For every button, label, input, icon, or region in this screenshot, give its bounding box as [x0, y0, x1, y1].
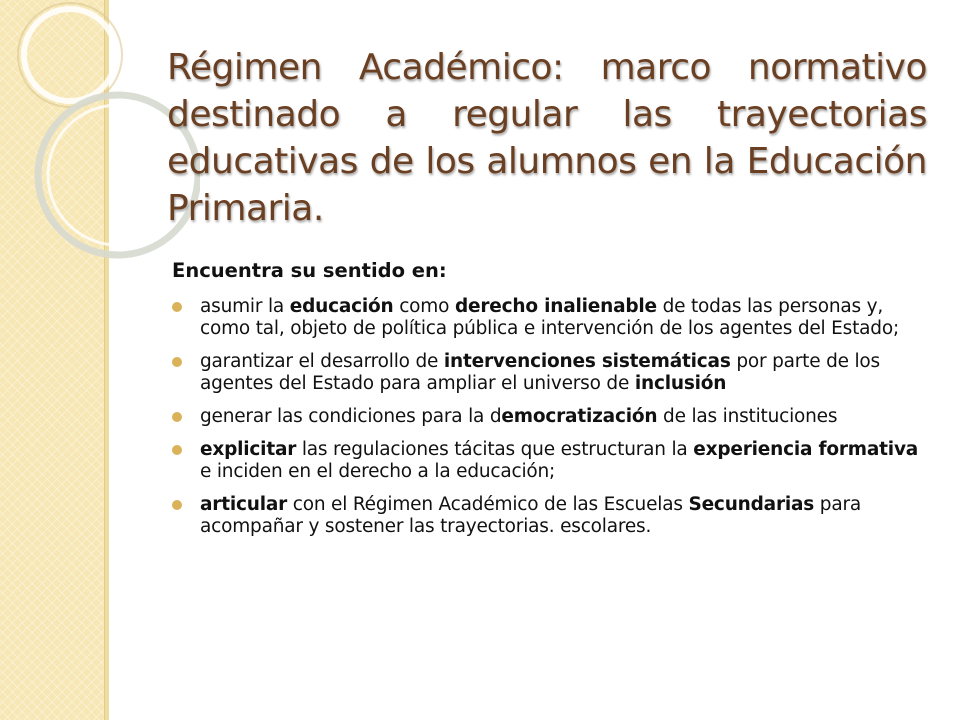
bullet-emphasis: intervenciones sistemáticas [443, 351, 731, 372]
bullet-text: asumir la [200, 296, 290, 317]
bullet-text: con el Régimen Académico de las Escuelas [287, 494, 689, 515]
bullet-emphasis: articular [200, 494, 288, 515]
bullet-emphasis: Secundarias [688, 494, 815, 515]
slide-subtitle: Encuentra su sentido en: [172, 259, 447, 282]
bullet-text: para acompañar y sostener las trayectorias. escolares. [200, 494, 862, 537]
bullet-dot-icon [172, 445, 182, 455]
bullet-item [172, 351, 932, 395]
bullet-dot-icon [172, 357, 182, 367]
bullet-text: de todas las personas y, como tal, objeto de política pública e intervención de los agentes del Estado; [200, 296, 899, 339]
bullet-text: como [393, 296, 455, 317]
bullet-item [172, 296, 932, 340]
bullet-emphasis: inclusión [634, 373, 727, 394]
bullet-list [172, 296, 932, 538]
slide-content [172, 258, 932, 549]
bullet-item [172, 439, 932, 483]
bullet-text: e inciden en el derecho a la educación; [200, 461, 556, 482]
bullet-dot-icon [172, 500, 182, 510]
bullet-dot-icon [172, 302, 182, 312]
bullet-text: por parte de los agentes del Estado para ampliar el universo de [200, 351, 880, 394]
bullet-item [172, 494, 932, 538]
bullet-emphasis: educación [289, 296, 394, 317]
bullet-dot-icon [172, 412, 182, 422]
bullet-text: las regulaciones tácitas que estructuran la [296, 439, 694, 460]
bullet-text: generar las condiciones para la d [200, 406, 502, 427]
bullet-item [172, 406, 932, 428]
bullet-emphasis: explicitar [200, 439, 297, 460]
bullet-text: garantizar el desarrollo de [200, 351, 444, 372]
bullet-text: de las instituciones [657, 406, 838, 427]
bullet-emphasis: derecho inalienable [454, 296, 657, 317]
bullet-emphasis: experiencia formativa [693, 439, 919, 460]
slide-title: Régimen Académico: marco normativo destinado a regular las trayectorias educativas de los alumnos en la Educación Primaria. [167, 47, 927, 229]
bullet-emphasis: emocratización [501, 406, 658, 427]
